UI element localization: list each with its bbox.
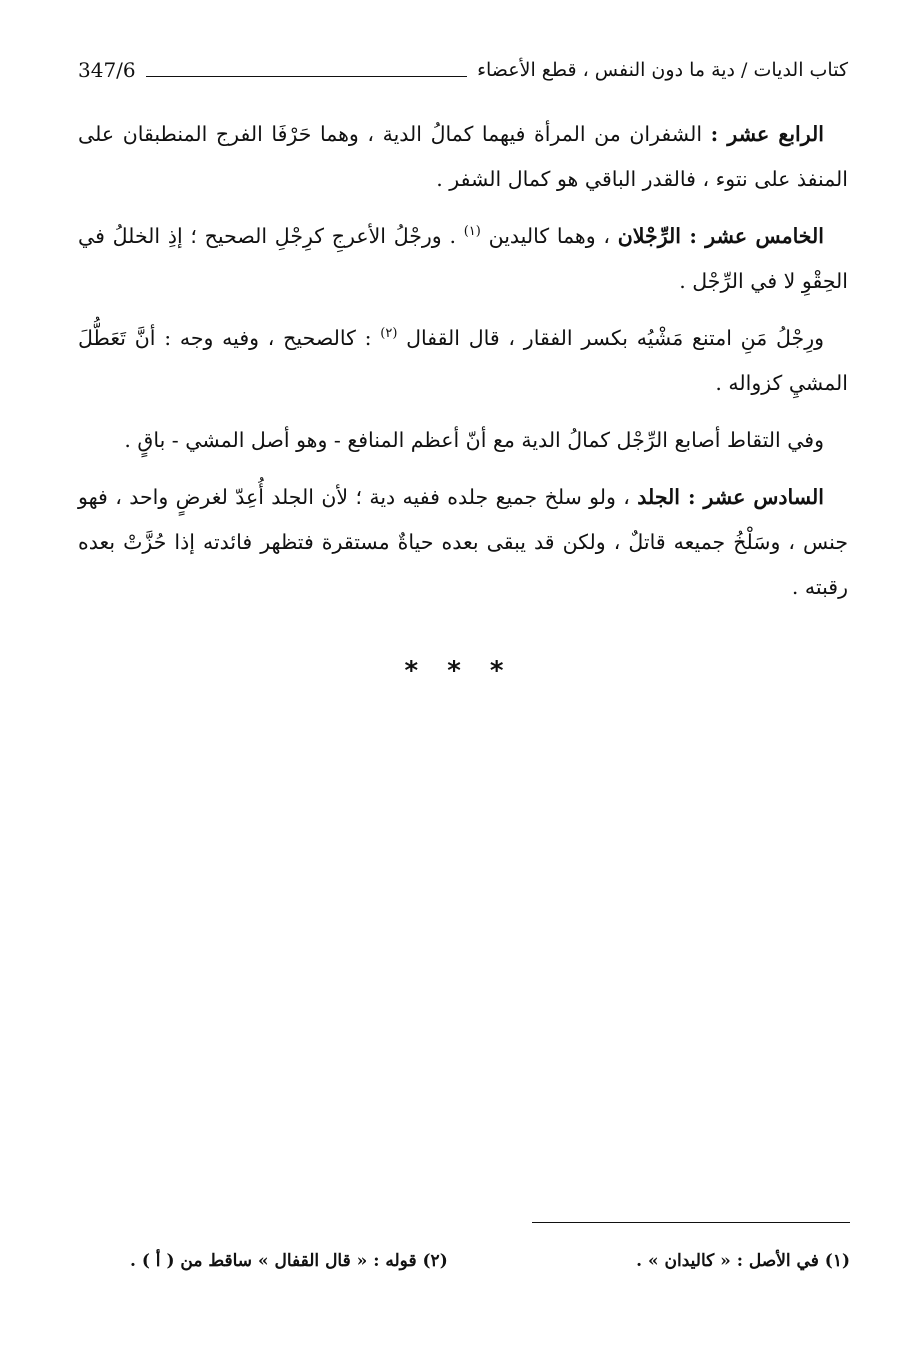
paragraph-fifteenth [78,214,848,304]
page-header [78,52,848,88]
paragraph-toes [78,418,848,463]
paragraph-term: الجلد [637,485,688,509]
footnote-ref-2[interactable]: (٢) [380,326,398,342]
paragraph-lead: الرابع عشر : [710,122,824,146]
section-separator: * * * [404,656,514,686]
running-title: كتاب الديات / دية ما دون النفس ، قطع الأعضاء [477,59,848,81]
paragraph-text: . ورجْلُ الأعرجِ كرِجْلِ الصحيح ؛ إذِ الخللُ في الحِقْوِ لا في الرِّجْل . [78,224,848,293]
paragraph-sixteenth [78,475,848,610]
paragraph-text: وفي التقاط أصابع الرِّجْل كمالُ الدية مع أنّ أعظم المنافع - وهو أصل المشي - باقٍ . [124,428,824,452]
header-rule [146,76,467,77]
footnote-rule [532,1222,850,1223]
main-text [78,112,848,622]
page-number: 347/6 [78,58,136,82]
paragraph-text: : كالصحيح ، وفيه وجه : أنَّ تَعَطُّلَ المشيِ كزواله . [78,326,848,395]
paragraph-text: الشفران من المرأة فيهما كمالُ الدية ، وهما حَرْفَا الفرج المنطبقان على المنفذ على نتوء ، فالقدر الباقي هو كمال الشفر . [78,122,848,191]
footnotes [130,1246,850,1276]
paragraph-text: ، ولو سلخ جميع جلده ففيه دية ؛ لأن الجلد أُعِدّ لغرضٍ واحد ، فهو جنس ، وسَلْخُ جميعه قاتلٌ ، ولكن قد يبقى بعده حياةٌ مستقرة فتظهر فائدته إذا حُزَّتْ بعده رقبته . [78,485,848,599]
paragraph-fourteenth [78,112,848,202]
paragraph-term: الرِّجْلان [617,224,690,248]
footnote-ref-1[interactable]: (١) [463,224,481,240]
paragraph-text: ، وهما كاليدين [480,224,618,248]
footnote-1: (١) في الأصل : « كاليدان » . [636,1251,850,1271]
paragraph-lead: الخامس عشر : [689,224,824,248]
paragraph-text: ورِجْلُ مَنِ امتنع مَشْيُه بكسر الفقار ، قال القفال [397,326,824,350]
footnote-2: (٢) قوله : « قال القفال » ساقط من ( أ ) . [130,1251,448,1271]
paragraph-paralysis [78,316,848,406]
paragraph-lead: السادس عشر : [687,485,824,509]
